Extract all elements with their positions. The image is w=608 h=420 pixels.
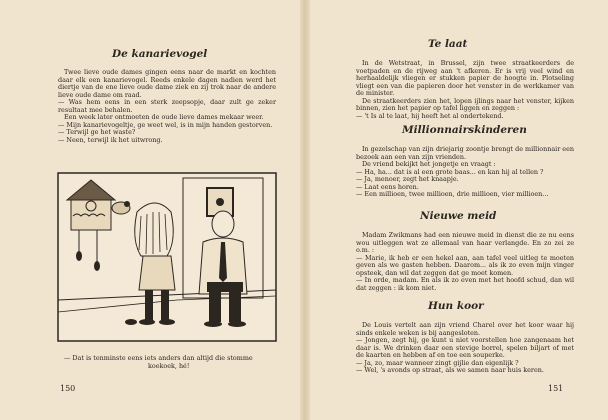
page-number: 151 [548,384,564,393]
caption-line: koekoek, hé! [148,361,190,370]
paragraph: — Ha, ha... dat is al een grote baas... en kan hij al tellen ? [356,167,544,176]
paragraph: — Jongen, zegt hij, ge kunt u niet voorstellen hoe zangenaam het daar is. We drinken daar een stevige borrel, spelen biljart of met de kaarten en hebben af en toe een souperke. [356,336,574,359]
paragraph: De straatkeerders zien het, lopen ijlings naar het venster, kijken binnen, zien het papier op tafel liggen en zeggen : [356,96,574,112]
paragraph: — In orde, madam. En als ik zo even met het hoofd schud, dan wil dat zeggen : ik kom niet. [356,276,574,292]
section-text [356,232,574,292]
right-page [310,0,608,420]
paragraph: — Ja, menoer, zegt het knaapje. [356,175,459,183]
paragraph: Madam Zwikmans had een nieuwe meid in dienst die ze nu eens wou uitleggen wat ze allemaal van haar verlangde. En zo zei ze o.m. : [356,231,574,254]
section-title: Millionnairskinderen [402,124,527,136]
paragraph: — Wel, 's avonds op straat, als we samen naar huis keren. [356,366,544,374]
paragraph: — Een millioen, twee millioen, drie millioen, vier millioen... [356,190,549,198]
caption-line: — Dat is tenminste eens iets anders dan altijd die stomme [64,354,253,362]
section-title: Hun koor [428,300,484,312]
book-gutter [300,0,310,420]
paragraph: De Louis vertelt aan zijn vriend Charel over het koor waar hij sinds enkele weken is bij aangesloten. [356,321,574,337]
cartoon-illustration [57,172,277,342]
paragraph: Een week later ontmoeten de oude lieve dames mekaar weer. [64,113,264,121]
paragraph: — Neen, terwijl ik het uitwrong. [58,135,163,144]
paragraph: De vriend bekijkt het jongetje en vraagt : [362,160,496,168]
paragraph: In gezelschap van zijn driejarig zoontje brengt de millionnair een bezoek aan een van zijn vrienden. [356,145,574,161]
left-title: De kanarievogel [112,48,208,60]
paragraph: — Marie, ik heb er een hekel aan, aan tafel veel uitleg te moeten geven als we gasten hebben. Daarom... als ik zo even mijn vinger opsteek, dan wil dat zeggen dat ge moet komen. [356,253,574,277]
paragraph: — Ja, zo, maar wanneer zingt gijlie dan eigenlijk ? [356,358,519,367]
paragraph: — Mijn kanarievogeltje, ge weet wel, is in mijn handen gestorven. [58,120,273,129]
section-text [356,322,574,375]
page-number: 150 [60,384,76,393]
paragraph: — Terwijl ge het waste? [58,128,136,136]
section-title: Nieuwe meid [420,210,497,222]
paragraph: — Was hem eens in een sterk zeepsopje, daar zult ge zeker resultaat mee behalen. [58,98,276,114]
left-page [0,0,300,420]
paragraph: Twee lieve oude dames gingen eens naar de markt en kochten daar elk een kanarievogel. Reeds enkele dagen nadien werd het diertje van de ene lieve oude dame ziek en zij trok naar de andere lieve oude dame om raad. [58,68,276,99]
left-text [58,69,276,144]
section-text [356,60,574,120]
section-text [356,146,574,199]
paragraph: — 't Is al te laat, hij heeft het al ondertekend. [356,111,504,120]
cartoon-caption [64,355,284,370]
section-title: Te laat [428,38,468,50]
paragraph: In de Wetstraat, in Brussel, zijn twee straatkeerders de voetpaden en de rijweg aan 't afkeren. Er is vrij veel wind en herhaaldelijk vliegen er stukken papier de hoogte in. Plotseling vliegt een van die papieren door het venster in de werkkamer van de minister. [356,59,574,97]
paragraph: — Laat eens horen. [356,182,419,191]
